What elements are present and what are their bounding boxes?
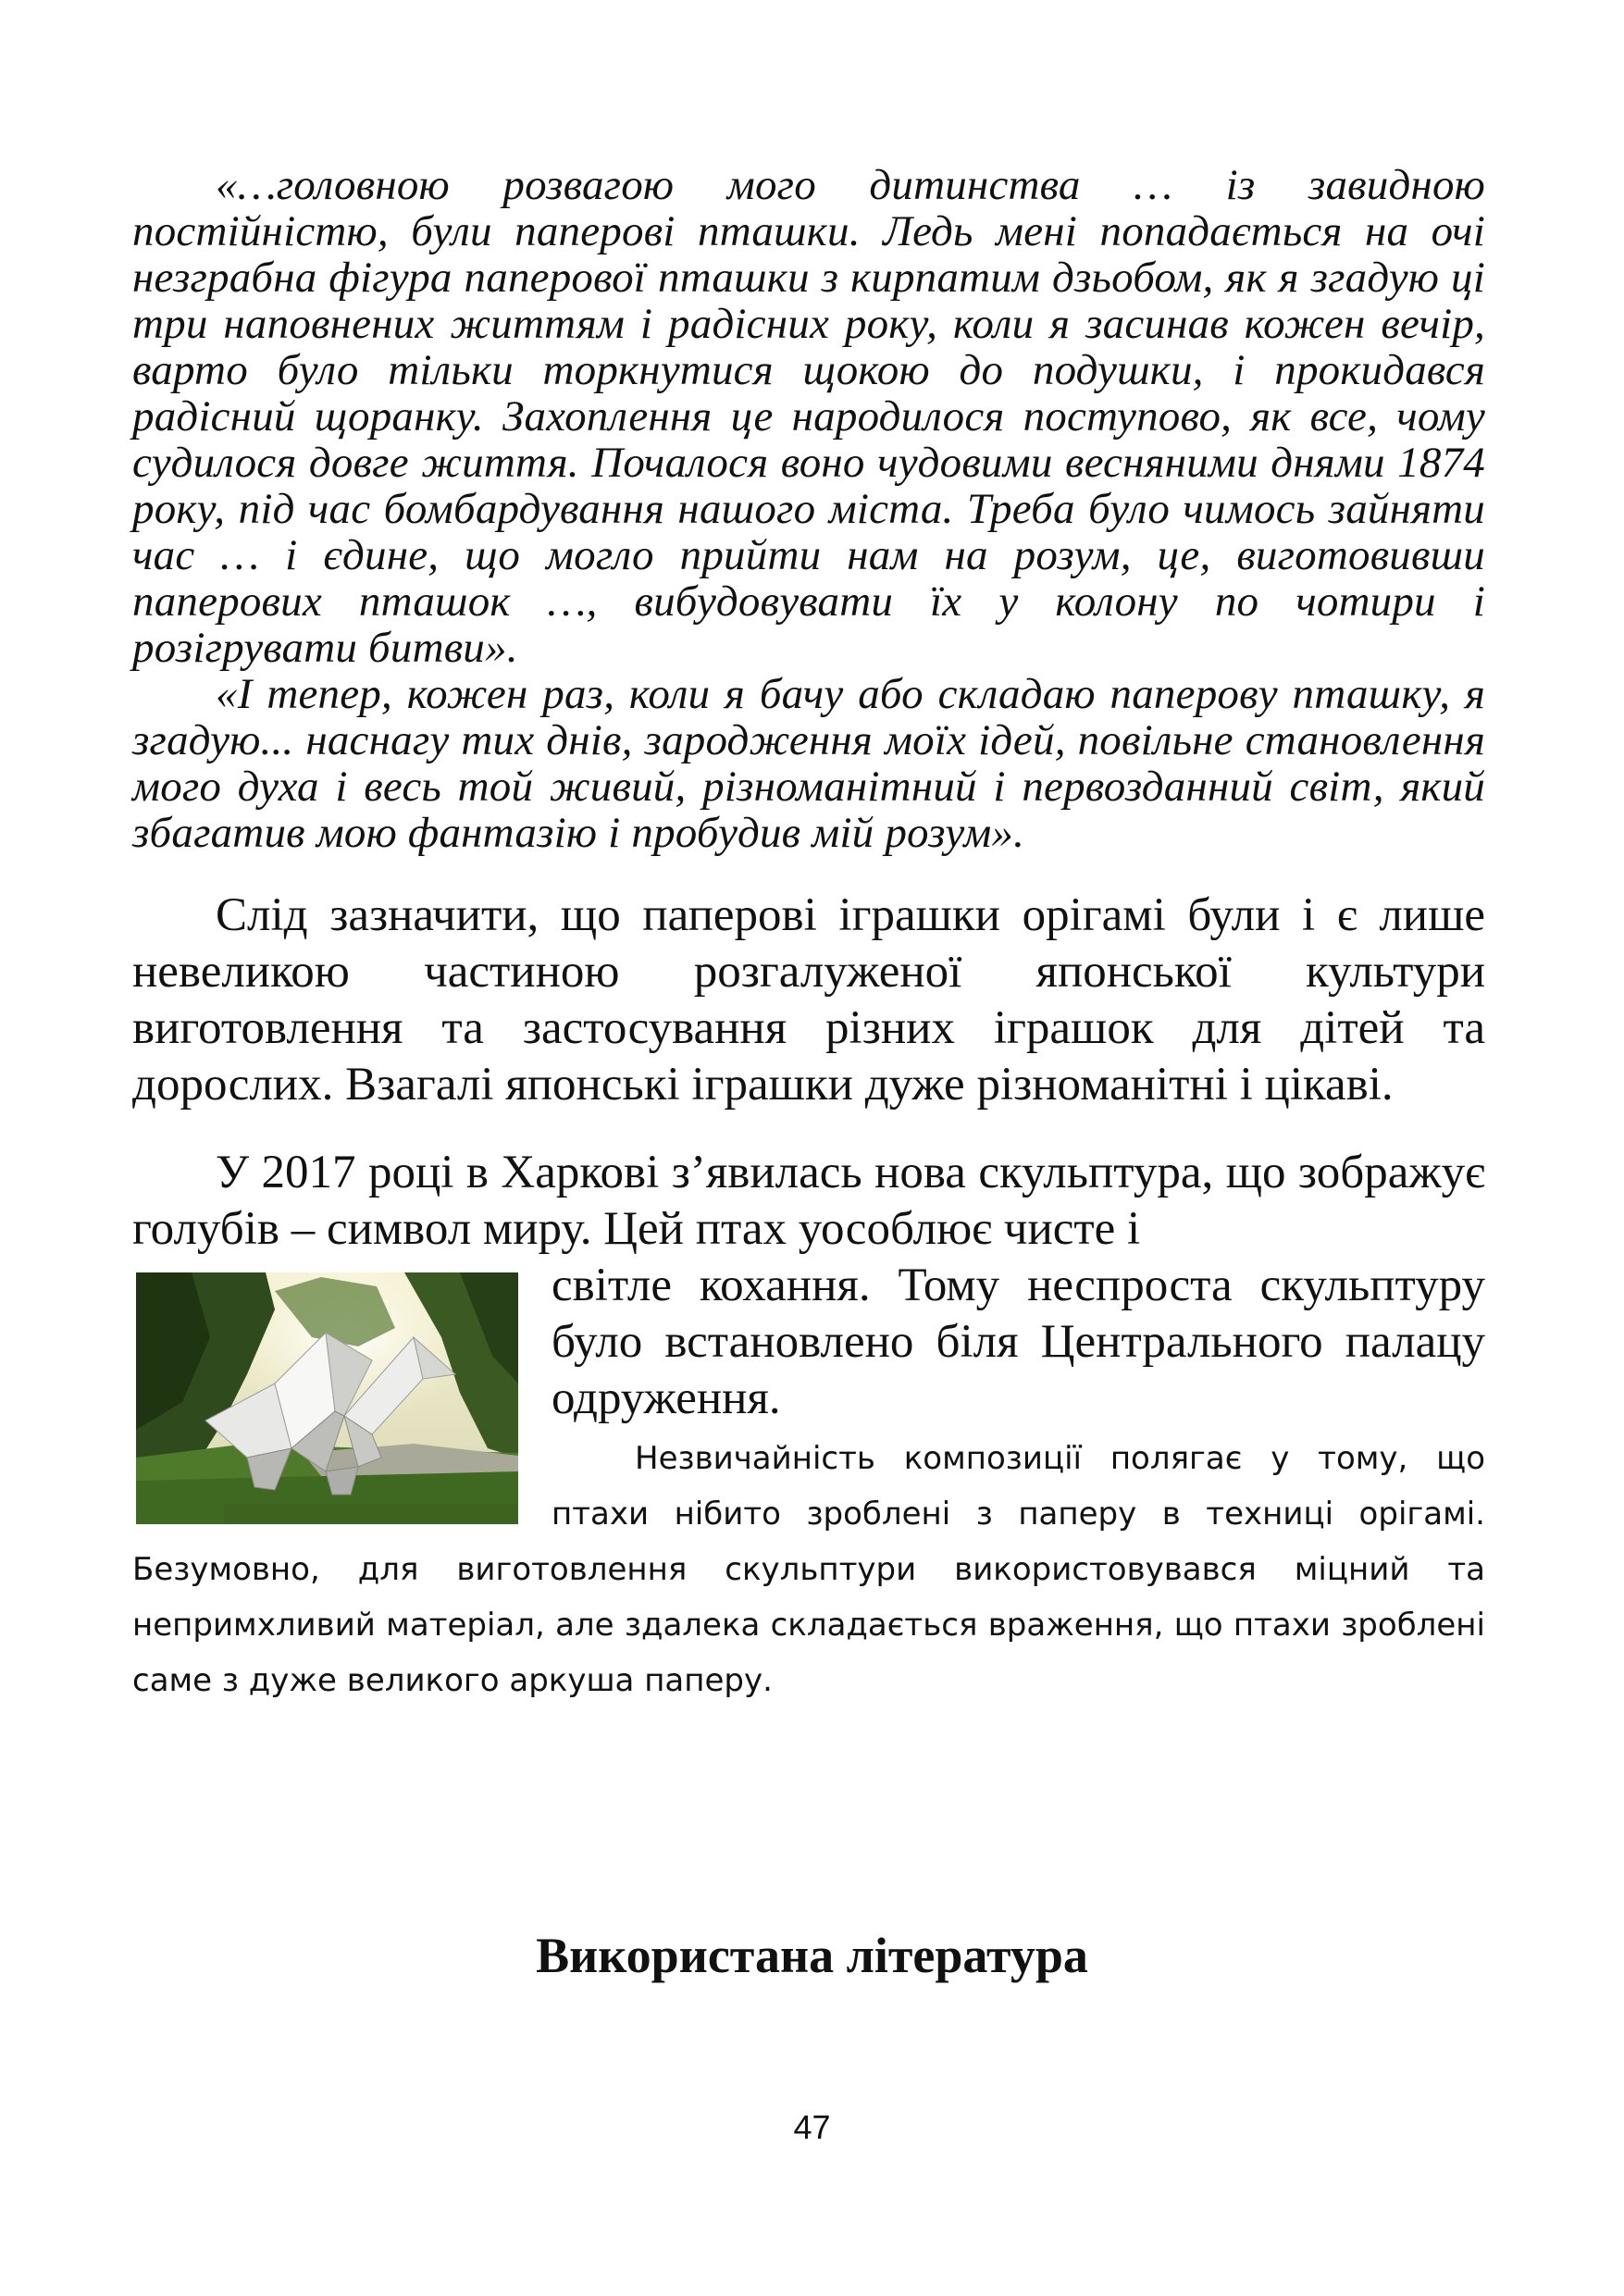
body-paragraph-composition: Незвичайність композиції полягає у тому, що птахи нібито зроблені з паперу в техниці орігамі. Безумовно, для виготовлення скульптури використовувався міцний та непримхливий матеріал, але здалека складається враження, що птахи зроблені саме з дуже великого аркуша паперу. xyxy=(132,1440,1485,1699)
section-heading-references: Використана література xyxy=(536,1928,1088,1983)
sculpture-photo xyxy=(136,1272,518,1524)
body-paragraph-sculpture-continued: світле кохання. Тому неспроста скульптуру було встановлено біля Центрального палацу одруження. xyxy=(552,1260,1485,1424)
body-paragraph-sculpture-intro: У 2017 році в Харкові з’явилась нова скульптура, що зображує голубів – символ миру. Цей птах уособлює чисте і xyxy=(132,1147,1485,1255)
body-paragraph-origami-toys: Слід зазначити, що паперові іграшки орігамі були і є лише невеликою частиною розгалуженої японської культури виготовлення та застосування різних іграшок для дітей та дорослих. Взагалі японські іграшки дуже різноманітні і цікаві. xyxy=(132,889,1485,1111)
quote-paragraph-1: «…головною розвагою мого дитинства … із завидною постійністю, були паперові пташки. Ледь мені попадається на очі незграбна фігура паперової пташки з кирпатим дзьобом, як я згадую ці три наповнених життям і радісних року, коли я засинав кожен вечір, варто було тільки торкнутися щокою до подушки, і прокидався радісний щоранку. Захоплення це народилося поступово, як все, чому судилося довге життя. Почалося воно чудовими весняними днями 1874 року, під час бомбардування нашого міста. Треба було чимось зайняти час … і єдине, що могло прийти нам на розум, це, виготовивши паперових пташок …, вибудовувати їх у колону по чотири і розігрувати битви». xyxy=(132,161,1485,672)
document-page xyxy=(132,162,1485,1708)
page-number: 47 xyxy=(793,2108,831,2146)
quote-paragraph-2: «І тепер, кожен раз, коли я бачу або складаю паперову пташку, я згадую... наснагу тих днів, зародження моїх ідей, повільне становлення мого духа і весь той живий, різноманітний і первозданний світ, який збагатив мою фантазію і пробудив мій розум». xyxy=(132,670,1485,857)
